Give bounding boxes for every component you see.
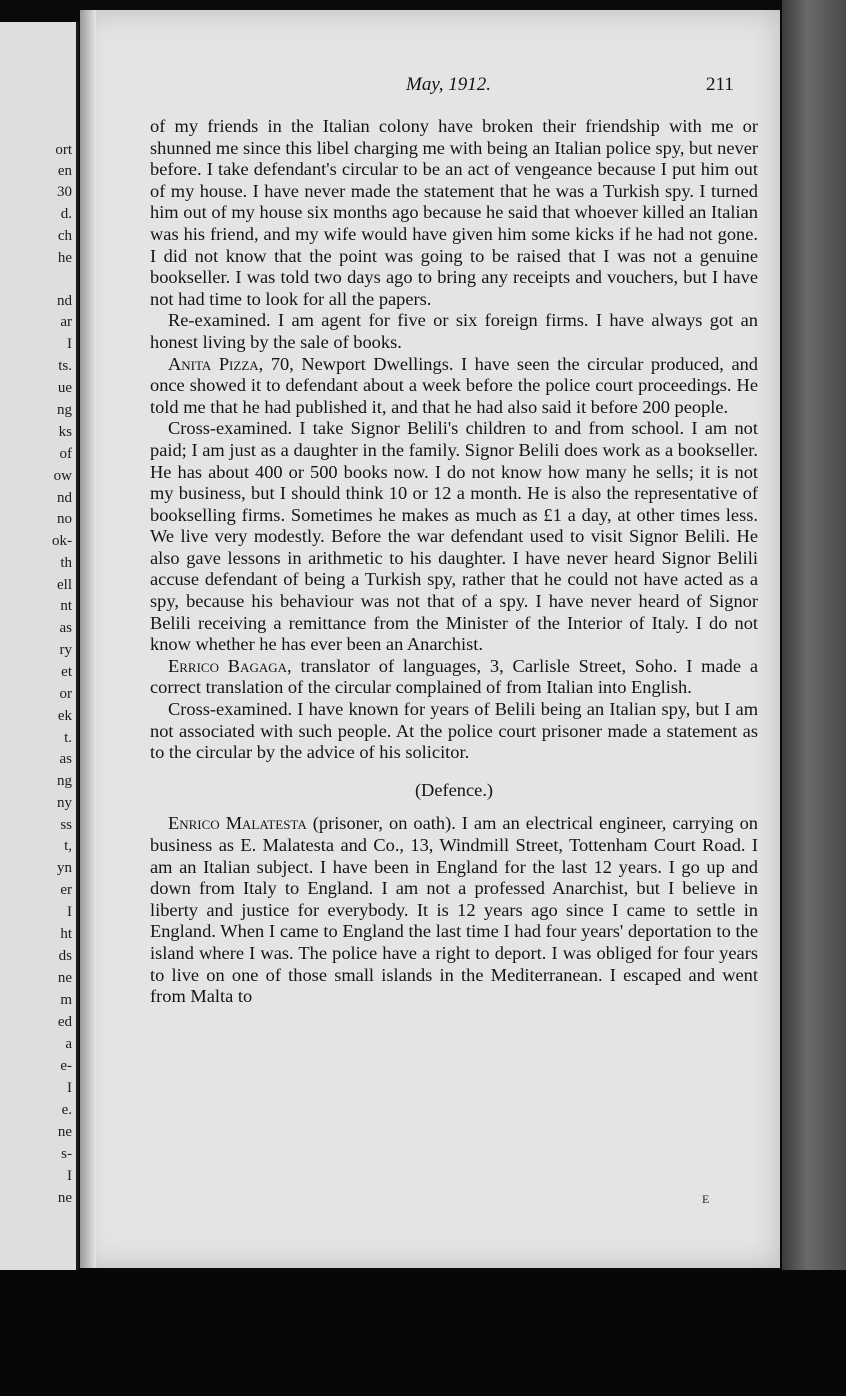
previous-page-line-fragment: yn [57, 860, 72, 876]
paragraph-continuation: of my friends in the Italian colony have broken their friendship with me or shunned me since this libel charging me with being an Italian police spy, but never before. I take defendant's circular to be an act of vengeance because I put him out of my house. I have never made the statement that he was a Turkish spy. I turned him out of my house six months ago because he said that whoever killed an Italian was his friend, and my wife would have given him some kicks if he had not gone. I did not know that the point was going to be raised that I was not a genuine bookseller. I was told two days ago to bring any receipts and vouchers, but I have not had time to look for all the papers. [150, 116, 758, 309]
previous-page-line-fragment: s- [61, 1146, 72, 1162]
previous-page-line-fragment: I [67, 336, 72, 352]
previous-page-line-fragment: a [65, 1036, 72, 1052]
previous-page-line-fragment: ort [55, 142, 72, 158]
previous-page-line-fragment: nd [57, 490, 72, 506]
section-heading: (Defence.) [414, 779, 494, 800]
previous-page-line-fragment: 30 [57, 184, 72, 200]
previous-page-line-fragment: ss [60, 817, 72, 833]
previous-page-line-fragment: nd [57, 293, 72, 309]
previous-page-line-fragment: I [67, 1168, 72, 1184]
previous-page-line-fragment: m [60, 992, 72, 1008]
body-text [150, 116, 758, 1008]
previous-page-line-fragment: ne [57, 970, 72, 986]
paragraph-witness-malatesta [150, 813, 758, 1007]
previous-page-line-fragment: ne [57, 1124, 72, 1140]
book-page [80, 10, 780, 1268]
previous-page-line-fragment: of [59, 446, 72, 462]
book-edge [782, 0, 846, 1396]
paragraph-cross-examined-anita: Cross-examined. I take Signor Belili's children to and from school. I am not paid; I am just as a daughter in the family. Signor Belili does work as a bookseller. He has about 400 or 500 books now. I do not know how many he sells; it is not my business, but I should think 10 or 12 a month. He is also the representative of bookselling firms. Sometimes he makes as much as £1 a day, at other times less. We live very modestly. Before the war defendant used to visit Signor Belili. He also gave lessons in arithmetic to his daughter. I have never heard Signor Belili accuse defendant of being a Turkish spy, rather that he could not have acted as a spy, because his behaviour was not that of a spy. I have never heard of Signor Belili receiving a remittance from the Minister of the Interior of Italy. I do not know whether he has ever been an Anarchist. [150, 418, 758, 655]
previous-page-line-fragment: ks [58, 424, 72, 440]
paragraph-cross-examined-errico: Cross-examined. I have known for years of Belili being an Italian spy, but I am not associated with such people. At the police court prisoner made a statement as to the circular by the advice of his solicitor. [150, 699, 758, 763]
previous-page-line-fragment: ch [57, 228, 72, 244]
previous-page-line-fragment: th [60, 555, 72, 571]
previous-page-line-fragment: ne [57, 1190, 72, 1206]
previous-page-line-fragment: ng [57, 402, 72, 418]
witness-statement: , 70, Newport Dwellings. I have seen the circular produced, and once showed it to defendant about a week before the police court proceedings. He told me that he had published it, and that he had also said it before 200 people. [150, 353, 758, 417]
previous-page-line-fragment: e. [61, 1102, 72, 1118]
previous-page-line-fragment: as [59, 620, 72, 636]
previous-page-line-fragment: ek [57, 708, 72, 724]
previous-page-line-fragment: ar [60, 314, 72, 330]
previous-page-line-fragment: d. [60, 206, 72, 222]
previous-page-line-fragment: en [57, 163, 72, 179]
witness-statement: , translator of languages, 3, Carlisle Street, Soho. I made a correct translation of the circular complained of from Italian into English. [150, 655, 758, 698]
previous-page-line-fragment: ue [57, 380, 72, 396]
paragraph-witness-errico [150, 656, 758, 699]
previous-page-line-fragment: as [59, 751, 72, 767]
witness-statement: (prisoner, on oath). I am an electrical engineer, carrying on business as E. Malatesta and Co., 13, Windmill Street, Tottenham Court Road. I am an Italian subject. I have been in England for the last 12 years. I go up and down from Italy to England. I am not a professed Anarchist, but I believe in liberty and justice for everybody. It is 12 years ago since I came to settle in England. When I came to England the last time I had four years' deportation to the island where I was. The police have a right to deport. I was obliged for four years to live on one of those small islands in the Mediterranean. I escaped and went from Malta to [150, 813, 759, 1007]
bottom-shadow [0, 1270, 846, 1396]
previous-page-line-fragment: ht [60, 926, 72, 942]
previous-page-line-fragment: ok- [52, 533, 72, 549]
previous-page-line-fragment: I [67, 1080, 72, 1096]
previous-page-line-fragment: ry [59, 642, 72, 658]
witness-name: Errico Bagaga [168, 655, 288, 676]
previous-page-line-fragment: ed [57, 1014, 72, 1030]
previous-page-line-fragment: no [57, 511, 72, 527]
previous-page-line-fragment: ts. [58, 358, 72, 374]
running-head: May, 1912. [406, 74, 491, 95]
page-gutter [80, 10, 96, 1268]
previous-page-line-fragment: or [59, 686, 72, 702]
witness-name: Enrico Malatesta [168, 813, 307, 834]
previous-page-line-fragment: et [61, 664, 72, 680]
paragraph-reexamined: Re-examined. I am agent for five or six foreign firms. I have always got an honest living by the sale of books. [150, 310, 758, 352]
signature-mark: E [702, 1192, 710, 1206]
previous-page-line-fragment: ds [58, 948, 72, 964]
page-number: 211 [706, 74, 734, 95]
paragraph-witness-anita [150, 354, 758, 419]
previous-page-line-fragment: ell [57, 577, 72, 593]
previous-page-line-fragment: I [67, 904, 72, 920]
previous-page-line-fragment: ow [53, 468, 72, 484]
witness-name: Anita Pizza [168, 353, 259, 374]
previous-page-strip [0, 22, 79, 1270]
previous-page-line-fragment: ny [57, 795, 72, 811]
previous-page-line-fragment: t, [64, 838, 72, 854]
previous-page-line-fragment: ng [57, 773, 72, 789]
previous-page-line-fragment: e- [60, 1058, 72, 1074]
previous-page-line-fragment: he [57, 250, 72, 266]
previous-page-line-fragment: er [60, 882, 72, 898]
previous-page-line-fragment: nt [60, 598, 72, 614]
previous-page-line-fragment: t. [64, 730, 72, 746]
